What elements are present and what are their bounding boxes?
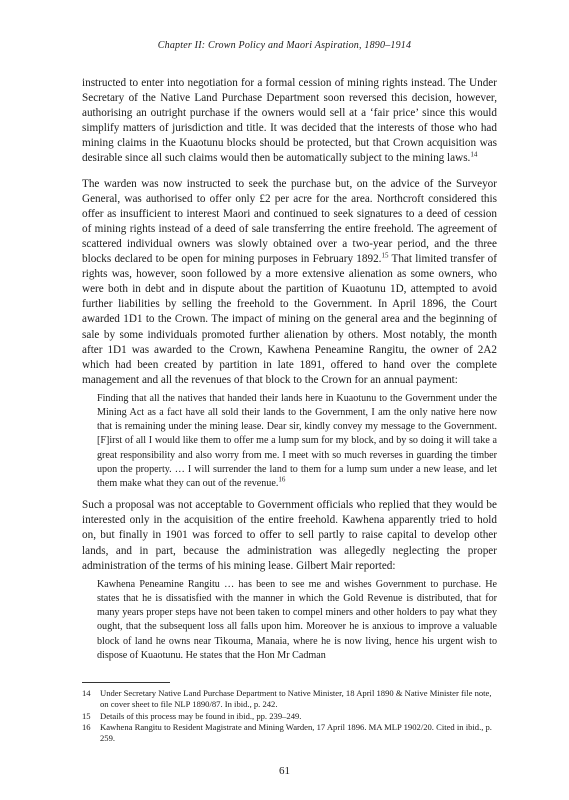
running-header: Chapter II: Crown Policy and Maori Aspiration, 1890–1914 <box>157 40 412 51</box>
quote-text: Finding that all the natives that handed their lands here in Kuaotunu to the Government under the Mining Act as a fact have all sold their lands to the Government, I am the only native here now that is remaining under the mining lease. Dear sir, kindly convey my message to the Government. [F]irst of all I would like them to offer me a lump sum for my block, and by so doing it will take a great responsibility and also worry from me. I meet with so much reverses in guarding the timber upon the property. … I will surrender the land to them for a lump sum under a new lease, and let them make what they can out of the revenue. <box>97 392 497 490</box>
footnote-text: Details of this process may be found in ibid., pp. 239–249. <box>100 710 302 721</box>
footnote-text: Under Secretary Native Land Purchase Department to Native Minister, 18 April 1890 & Native Minister file note, on cover sheet to file NLP 1890/87. In ibid., p. 242. <box>100 688 492 709</box>
main-text <box>82 76 497 670</box>
block-quote <box>97 578 497 663</box>
footnote-ref[interactable]: 15 <box>381 251 389 260</box>
paragraph <box>82 177 497 388</box>
quote-text: Kawhena Peneamine Rangitu … has been to see me and wishes Government to purchase. He states that he is dissatisfied with the manner in which the Gold Revenue is distributed, that for many years proper steps have not been taken to compel miners and other holders to pay what they ought, that the subsequent loss all falls upon him. Moreover he is anxious to improve a valuable block of land he owns near Tikouma, Manaia, where he is now living, hence his urgent wish to dispose of Kuaotunu. He states that the Hon Mr Cadman <box>97 578 497 661</box>
footnote-number: 14 <box>82 688 91 698</box>
footnote <box>82 711 502 722</box>
footnotes <box>82 688 502 745</box>
footnote-ref[interactable]: 16 <box>278 475 286 484</box>
footnote-text: Kawhena Rangitu to Resident Magistrate and Mining Warden, 17 April 1896. MA MLP 1902/20. Cited in ibid., p. 259. <box>100 722 492 744</box>
footnote-number: 15 <box>82 710 91 721</box>
paragraph-text: That limited transfer of rights was, however, soon followed by a more extensive alienation as some owners, who were both in debt and in dispute about the partition of Kuaotunu 1D, attempted to avoid further liabilities by selling the freehold to the Government. In April 1896, the Court awarded 1D1 to the Crown. The impact of mining on the general area and the beginning of sale by some individuals promoted further alienation by others. Most notably, the month after 1D1 was awarded to the Crown, Kawhena Peneamine Rangitu, the owner of 2A2 which had been created by partition in late 1891, offered to hand over the complete management and all the revenues of that block to the Crown for an annual payment: <box>82 253 497 386</box>
paragraph-text: instructed to enter into negotiation for a formal cession of mining rights instead. The Under Secretary of the Native Land Purchase Department soon reversed this decision, however, authorising an outright purchase if the owners would sell at a ‘fair price’ since this would simplify matters of jurisdiction and title. It was decided that the interests of those who had mining claims in the Kuaotunu blocks should be protected, but that Crown acquisition was desirable since all such claims would then be automatically subject to the mining laws. <box>82 77 497 165</box>
paragraph <box>82 498 497 573</box>
footnote <box>82 688 502 710</box>
paragraph <box>82 76 497 167</box>
footnote-number: 16 <box>82 722 91 733</box>
footnote <box>82 722 502 744</box>
block-quote <box>97 392 497 491</box>
page-number: 61 <box>279 765 290 777</box>
footnote-divider <box>82 682 170 683</box>
footnote-ref[interactable]: 14 <box>470 150 478 159</box>
paragraph-text: The warden was now instructed to seek the purchase but, on the advice of the Surveyor General, was authorised to offer only £2 per acre for the area. Northcroft considered this offer as insufficient to interest Maori and continued to seek signatures to a deed of cession of mining rights instead of a deed of sale transferring the entire freehold. The agreement of scattered individual owners was slowly obtained over a two-year period, and the three blocks declared to be open for mining purposes in February 1892. <box>82 177 497 266</box>
paragraph-text: Such a proposal was not acceptable to Government officials who replied that they would be interested only in the acquisition of the entire freehold. Kawhena apparently tried to hold on, but finally in 1901 was forced to offer to sell partly to raise capital to develop other lands, and in part, because the administration was allegedly neglecting the proper administration of the terms of his mining lease. Gilbert Mair reported: <box>82 499 497 572</box>
